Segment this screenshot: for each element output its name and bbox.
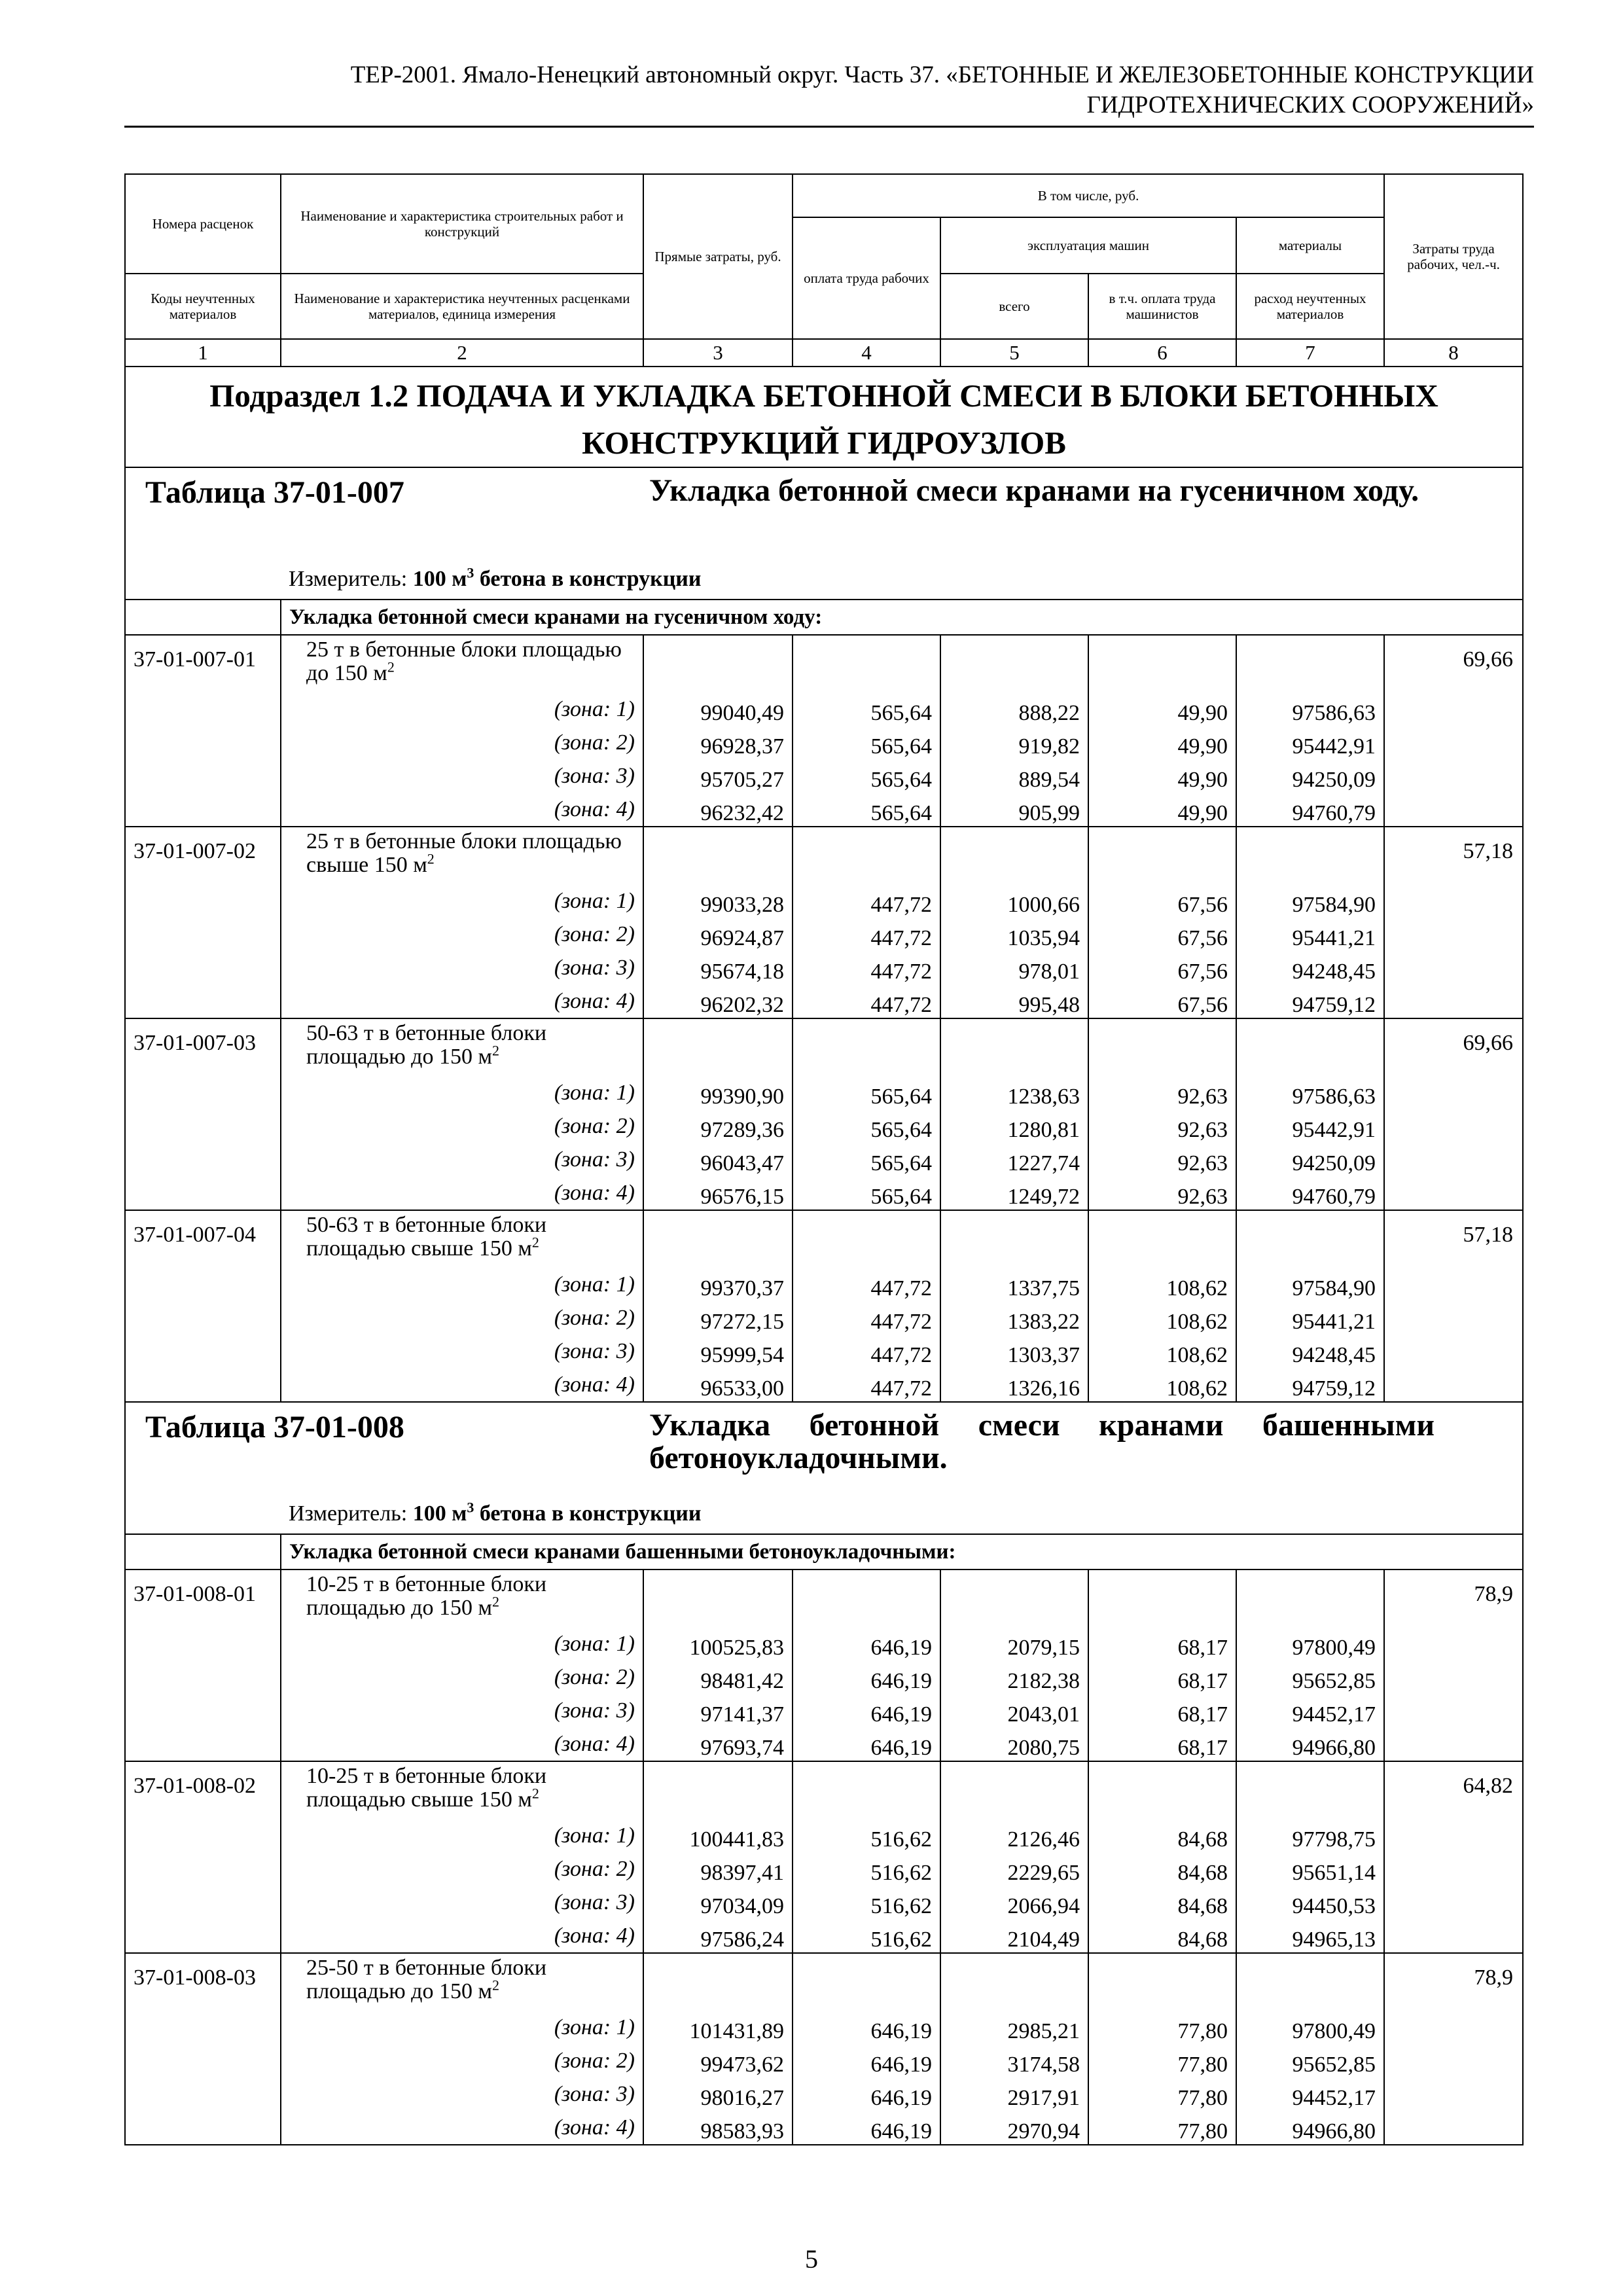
machinist-pay: 67,56	[1088, 951, 1236, 984]
zone-row	[125, 1335, 1523, 1368]
rate-description-text: 50-63 т в бетонные блоки площадью до 150 м	[306, 1021, 547, 1069]
direct-cost: 99040,49	[643, 692, 793, 726]
machinist-pay: 49,90	[1088, 793, 1236, 827]
zone-label: (зона: 1)	[281, 692, 643, 726]
machinist-pay: 68,17	[1088, 1694, 1236, 1727]
machinist-pay: 77,80	[1088, 2077, 1236, 2111]
direct-cost: 95999,54	[643, 1335, 793, 1368]
direct-cost: 97034,09	[643, 1886, 793, 1919]
meter-sup: 3	[467, 564, 474, 581]
machine-cost: 2043,01	[940, 1694, 1088, 1727]
direct-cost: 97141,37	[643, 1694, 793, 1727]
square-sup: 2	[491, 1977, 499, 1994]
labor-pay: 447,72	[793, 1301, 940, 1335]
table-row	[125, 827, 1523, 884]
direct-cost: 98481,42	[643, 1660, 793, 1694]
zone-label: (зона: 2)	[281, 726, 643, 759]
labor-pay: 565,64	[793, 726, 940, 759]
direct-cost: 99390,90	[643, 1076, 793, 1109]
zone-row	[125, 1301, 1523, 1335]
zone-label: (зона: 2)	[281, 1660, 643, 1694]
col-header-incl: В том числе, руб.	[793, 174, 1384, 217]
labor-pay: 565,64	[793, 1176, 940, 1210]
zone-row	[125, 2077, 1523, 2111]
direct-cost: 97693,74	[643, 1727, 793, 1761]
col-num: 7	[1236, 339, 1384, 367]
rate-description-text: 25 т в бетонные блоки площадью свыше 150 м	[306, 829, 622, 877]
zone-label: (зона: 3)	[281, 759, 643, 793]
machinist-pay: 108,62	[1088, 1335, 1236, 1368]
col-num: 8	[1384, 339, 1523, 367]
labor-pay: 447,72	[793, 1368, 940, 1402]
machine-cost: 3174,58	[940, 2044, 1088, 2077]
meter-value: 100 м	[412, 1501, 467, 1526]
labor-pay: 565,64	[793, 1109, 940, 1143]
col-num: 6	[1088, 339, 1236, 367]
machine-cost: 1337,75	[940, 1268, 1088, 1301]
labor-pay: 565,64	[793, 1076, 940, 1109]
rate-code: 37-01-007-04	[125, 1210, 281, 1402]
direct-cost: 96576,15	[643, 1176, 793, 1210]
table-row	[125, 1953, 1523, 2011]
materials-cost: 95652,85	[1236, 2044, 1384, 2077]
zone-label: (зона: 1)	[281, 1819, 643, 1852]
zone-row	[125, 951, 1523, 984]
col-header-direct: Прямые затраты, руб.	[643, 174, 793, 339]
labor-pay: 516,62	[793, 1919, 940, 1953]
zone-row	[125, 1919, 1523, 1953]
materials-cost: 95441,21	[1236, 918, 1384, 951]
table-number: Таблица 37-01-007	[145, 475, 404, 510]
labor-pay: 447,72	[793, 918, 940, 951]
rate-description	[281, 1210, 643, 1268]
direct-cost: 96202,32	[643, 984, 793, 1018]
zone-label: (зона: 1)	[281, 1268, 643, 1301]
materials-cost: 95651,14	[1236, 1852, 1384, 1886]
meter-label: Измеритель:	[289, 567, 408, 591]
square-sup: 2	[387, 658, 395, 675]
machine-cost: 2080,75	[940, 1727, 1088, 1761]
direct-cost: 96232,42	[643, 793, 793, 827]
table-name: Укладка бетонной смеси кранами башенными бетоноукладочными.	[649, 1408, 1435, 1475]
rate-description-text: 50-63 т в бетонные блоки площадью свыше 150 м	[306, 1213, 547, 1261]
machine-cost: 1035,94	[940, 918, 1088, 951]
labor-pay: 565,64	[793, 759, 940, 793]
direct-cost: 97586,24	[643, 1919, 793, 1953]
rate-code: 37-01-007-03	[125, 1018, 281, 1210]
materials-cost: 95442,91	[1236, 726, 1384, 759]
labor-pay: 565,64	[793, 692, 940, 726]
zone-label: (зона: 2)	[281, 2044, 643, 2077]
labor-cost: 78,9	[1384, 1570, 1523, 1761]
materials-cost: 94966,80	[1236, 1727, 1384, 1761]
labor-pay: 447,72	[793, 1335, 940, 1368]
zone-row	[125, 1076, 1523, 1109]
machine-cost: 1280,81	[940, 1109, 1088, 1143]
materials-cost: 94452,17	[1236, 2077, 1384, 2111]
rate-description-text: 10-25 т в бетонные блоки площадью свыше 150 м	[306, 1764, 547, 1812]
machine-cost: 2970,94	[940, 2111, 1088, 2145]
materials-cost: 97798,75	[1236, 1819, 1384, 1852]
rate-code: 37-01-007-01	[125, 635, 281, 827]
zone-row	[125, 1368, 1523, 1402]
materials-cost: 94250,09	[1236, 1143, 1384, 1176]
square-sup: 2	[531, 1785, 539, 1802]
machine-cost: 1326,16	[940, 1368, 1088, 1402]
labor-pay: 447,72	[793, 1268, 940, 1301]
direct-cost: 96924,87	[643, 918, 793, 951]
labor-cost: 57,18	[1384, 1210, 1523, 1402]
direct-cost: 98397,41	[643, 1852, 793, 1886]
machinist-pay: 49,90	[1088, 726, 1236, 759]
machinist-pay: 67,56	[1088, 918, 1236, 951]
table-heading	[125, 1402, 1523, 1494]
zone-row	[125, 2044, 1523, 2077]
rate-code: 37-01-008-02	[125, 1761, 281, 1953]
labor-pay: 447,72	[793, 984, 940, 1018]
zone-row	[125, 692, 1523, 726]
subheading-row	[125, 1534, 1523, 1570]
labor-pay: 646,19	[793, 2111, 940, 2145]
col-header-labor-pay: оплата труда рабочих	[793, 217, 940, 339]
machine-cost: 1303,37	[940, 1335, 1088, 1368]
zone-row	[125, 918, 1523, 951]
square-sup: 2	[491, 1042, 499, 1059]
materials-cost: 94759,12	[1236, 1368, 1384, 1402]
header-rule	[124, 126, 1534, 128]
zone-label: (зона: 3)	[281, 2077, 643, 2111]
col-header-codes: Номера расценок	[125, 174, 281, 274]
direct-cost: 96043,47	[643, 1143, 793, 1176]
section-heading	[125, 367, 1523, 467]
direct-cost: 95705,27	[643, 759, 793, 793]
machinist-pay: 68,17	[1088, 1727, 1236, 1761]
meter-sup: 3	[467, 1499, 474, 1516]
zone-label: (зона: 4)	[281, 1176, 643, 1210]
labor-pay: 646,19	[793, 1660, 940, 1694]
machinist-pay: 92,63	[1088, 1176, 1236, 1210]
machinist-pay: 67,56	[1088, 984, 1236, 1018]
direct-cost: 100441,83	[643, 1819, 793, 1852]
materials-cost: 95652,85	[1236, 1660, 1384, 1694]
machine-cost: 2079,15	[940, 1627, 1088, 1660]
rate-description	[281, 1953, 643, 2011]
machine-cost: 2104,49	[940, 1919, 1088, 1953]
machinist-pay: 92,63	[1088, 1076, 1236, 1109]
col-header-materials: материалы	[1236, 217, 1384, 274]
machinist-pay: 77,80	[1088, 2011, 1236, 2044]
direct-cost: 98583,93	[643, 2111, 793, 2145]
col-header-total: всего	[940, 274, 1088, 339]
col-num: 2	[281, 339, 643, 367]
zone-row	[125, 984, 1523, 1018]
meter-value: 100 м	[412, 567, 467, 591]
table-name: Укладка бетонной смеси кранами на гусеничном ходу.	[649, 473, 1419, 508]
rate-code: 37-01-008-01	[125, 1570, 281, 1761]
zone-label: (зона: 1)	[281, 1627, 643, 1660]
col-header-labor: Затраты труда рабочих, чел.-ч.	[1384, 174, 1523, 339]
machinist-pay: 49,90	[1088, 692, 1236, 726]
machinist-pay: 68,17	[1088, 1660, 1236, 1694]
materials-cost: 94250,09	[1236, 759, 1384, 793]
zone-label: (зона: 2)	[281, 1109, 643, 1143]
labor-pay: 447,72	[793, 951, 940, 984]
machinist-pay: 108,62	[1088, 1368, 1236, 1402]
machinist-pay: 84,68	[1088, 1819, 1236, 1852]
rate-description	[281, 1761, 643, 1819]
col-header-name: Наименование и характеристика строительных работ и конструкций	[281, 174, 643, 274]
labor-cost: 57,18	[1384, 827, 1523, 1018]
meter-label: Измеритель:	[289, 1501, 408, 1526]
table-row	[125, 1570, 1523, 1627]
labor-pay: 565,64	[793, 793, 940, 827]
col-header-unacc-name: Наименование и характеристика неучтенных расценками материалов, единица измерения	[281, 274, 643, 339]
materials-cost: 97584,90	[1236, 1268, 1384, 1301]
labor-pay: 516,62	[793, 1819, 940, 1852]
col-header-unacc: расход неучтенных материалов	[1236, 274, 1384, 339]
table-number: Таблица 37-01-008	[145, 1410, 404, 1444]
materials-cost: 94966,80	[1236, 2111, 1384, 2145]
zone-label: (зона: 1)	[281, 884, 643, 918]
meter-rest: бетона в конструкции	[474, 567, 702, 591]
zone-label: (зона: 2)	[281, 1852, 643, 1886]
rate-code: 37-01-007-02	[125, 827, 281, 1018]
square-sup: 2	[427, 850, 435, 867]
direct-cost: 96928,37	[643, 726, 793, 759]
zone-row	[125, 1660, 1523, 1694]
zone-row	[125, 1109, 1523, 1143]
zone-label: (зона: 3)	[281, 1694, 643, 1727]
direct-cost: 97272,15	[643, 1301, 793, 1335]
meter-row	[125, 560, 1523, 600]
zone-row	[125, 759, 1523, 793]
zone-label: (зона: 4)	[281, 793, 643, 827]
zone-label: (зона: 1)	[281, 2011, 643, 2044]
materials-cost: 97584,90	[1236, 884, 1384, 918]
zone-label: (зона: 4)	[281, 1919, 643, 1953]
table-row	[125, 1210, 1523, 1268]
table-heading	[125, 467, 1523, 560]
machine-cost: 2066,94	[940, 1886, 1088, 1919]
machine-cost: 2917,91	[940, 2077, 1088, 2111]
labor-cost: 78,9	[1384, 1953, 1523, 2145]
zone-label: (зона: 3)	[281, 1886, 643, 1919]
labor-pay: 646,19	[793, 1627, 940, 1660]
rate-description	[281, 1570, 643, 1627]
section-title-line-2: КОНСТРУКЦИЙ ГИДРОУЗЛОВ	[582, 425, 1066, 461]
square-sup: 2	[491, 1593, 499, 1610]
machine-cost: 919,82	[940, 726, 1088, 759]
direct-cost: 99473,62	[643, 2044, 793, 2077]
zone-row	[125, 1143, 1523, 1176]
rate-code: 37-01-008-03	[125, 1953, 281, 2145]
materials-cost: 94760,79	[1236, 793, 1384, 827]
machinist-pay: 92,63	[1088, 1143, 1236, 1176]
zone-label: (зона: 4)	[281, 984, 643, 1018]
machine-cost: 905,99	[940, 793, 1088, 827]
subheading: Укладка бетонной смеси кранами башенными бетоноукладочными:	[281, 1534, 1523, 1570]
subheading-row	[125, 600, 1523, 635]
col-header-mach-labor: в т.ч. оплата труда машинистов	[1088, 274, 1236, 339]
machine-cost: 2182,38	[940, 1660, 1088, 1694]
materials-cost: 94450,53	[1236, 1886, 1384, 1919]
col-num: 4	[793, 339, 940, 367]
zone-row	[125, 1268, 1523, 1301]
direct-cost: 95674,18	[643, 951, 793, 984]
zone-row	[125, 1627, 1523, 1660]
machine-cost: 978,01	[940, 951, 1088, 984]
direct-cost: 99370,37	[643, 1268, 793, 1301]
labor-pay: 565,64	[793, 1143, 940, 1176]
table-row	[125, 1018, 1523, 1076]
machinist-pay: 84,68	[1088, 1886, 1236, 1919]
document-header	[124, 60, 1534, 120]
meter	[281, 1494, 1523, 1534]
col-header-unacc-codes: Коды неучтенных материалов	[125, 274, 281, 339]
zone-label: (зона: 3)	[281, 951, 643, 984]
machine-cost: 1383,22	[940, 1301, 1088, 1335]
materials-cost: 95442,91	[1236, 1109, 1384, 1143]
labor-cost: 69,66	[1384, 1018, 1523, 1210]
zone-label: (зона: 3)	[281, 1143, 643, 1176]
machine-cost: 1227,74	[940, 1143, 1088, 1176]
machinist-pay: 108,62	[1088, 1301, 1236, 1335]
machinist-pay: 84,68	[1088, 1852, 1236, 1886]
labor-pay: 646,19	[793, 2044, 940, 2077]
rate-description-text: 25 т в бетонные блоки площадью до 150 м	[306, 637, 622, 685]
zone-row	[125, 884, 1523, 918]
direct-cost: 100525,83	[643, 1627, 793, 1660]
zone-row	[125, 726, 1523, 759]
labor-cost: 69,66	[1384, 635, 1523, 827]
labor-pay: 646,19	[793, 2077, 940, 2111]
zone-row	[125, 1727, 1523, 1761]
labor-pay: 646,19	[793, 1727, 940, 1761]
rate-description-text: 25-50 т в бетонные блоки площадью до 150 м	[306, 1956, 547, 2003]
materials-cost: 94965,13	[1236, 1919, 1384, 1953]
col-num: 5	[940, 339, 1088, 367]
header-line-1: ТЕР-2001. Ямало-Ненецкий автономный округ. Часть 37. «БЕТОННЫЕ И ЖЕЛЕЗОБЕТОННЫЕ КОНСТРУКЦИИ	[350, 62, 1534, 88]
table-row	[125, 1761, 1523, 1819]
zone-row	[125, 1886, 1523, 1919]
zone-label: (зона: 4)	[281, 1727, 643, 1761]
machine-cost: 2985,21	[940, 2011, 1088, 2044]
rate-description	[281, 635, 643, 692]
zone-row	[125, 2011, 1523, 2044]
header-line-2: ГИДРОТЕХНИЧЕСКИХ СООРУЖЕНИЙ»	[1086, 92, 1534, 118]
machine-cost: 2126,46	[940, 1819, 1088, 1852]
table-row	[125, 635, 1523, 692]
column-numbers-row	[125, 339, 1523, 367]
zone-label: (зона: 2)	[281, 1301, 643, 1335]
zone-row	[125, 2111, 1523, 2145]
rate-description-text: 10-25 т в бетонные блоки площадью до 150 м	[306, 1572, 547, 1620]
materials-cost: 95441,21	[1236, 1301, 1384, 1335]
zone-label: (зона: 1)	[281, 1076, 643, 1109]
materials-cost: 97586,63	[1236, 1076, 1384, 1109]
col-num: 1	[125, 339, 281, 367]
materials-cost: 97586,63	[1236, 692, 1384, 726]
machine-cost: 1249,72	[940, 1176, 1088, 1210]
zone-label: (зона: 4)	[281, 1368, 643, 1402]
zone-row	[125, 1694, 1523, 1727]
machinist-pay: 84,68	[1088, 1919, 1236, 1953]
machine-cost: 888,22	[940, 692, 1088, 726]
labor-pay: 516,62	[793, 1886, 940, 1919]
machinist-pay: 92,63	[1088, 1109, 1236, 1143]
labor-pay: 516,62	[793, 1852, 940, 1886]
materials-cost: 94760,79	[1236, 1176, 1384, 1210]
machine-cost: 1000,66	[940, 884, 1088, 918]
labor-pay: 646,19	[793, 2011, 940, 2044]
machinist-pay: 77,80	[1088, 2111, 1236, 2145]
zone-label: (зона: 3)	[281, 1335, 643, 1368]
machine-cost: 995,48	[940, 984, 1088, 1018]
materials-cost: 94248,45	[1236, 1335, 1384, 1368]
subheading: Укладка бетонной смеси кранами на гусеничном ходу:	[281, 600, 1523, 635]
meter-row	[125, 1494, 1523, 1534]
page-number: 5	[805, 2244, 818, 2274]
materials-cost: 97800,49	[1236, 2011, 1384, 2044]
section-title-line-1: Подраздел 1.2 ПОДАЧА И УКЛАДКА БЕТОННОЙ СМЕСИ В БЛОКИ БЕТОННЫХ	[209, 378, 1438, 414]
machinist-pay: 49,90	[1088, 759, 1236, 793]
table-heading-row	[125, 1402, 1523, 1494]
materials-cost: 97800,49	[1236, 1627, 1384, 1660]
machine-cost: 889,54	[940, 759, 1088, 793]
col-header-machines: эксплуатация машин	[940, 217, 1236, 274]
meter	[281, 560, 1523, 600]
rates-table	[124, 173, 1524, 2145]
zone-row	[125, 1819, 1523, 1852]
zone-label: (зона: 2)	[281, 918, 643, 951]
table-heading-row	[125, 467, 1523, 560]
zone-row	[125, 1176, 1523, 1210]
direct-cost: 96533,00	[643, 1368, 793, 1402]
machine-cost: 1238,63	[940, 1076, 1088, 1109]
zone-row	[125, 1852, 1523, 1886]
materials-cost: 94759,12	[1236, 984, 1384, 1018]
direct-cost: 101431,89	[643, 2011, 793, 2044]
direct-cost: 98016,27	[643, 2077, 793, 2111]
machinist-pay: 67,56	[1088, 884, 1236, 918]
meter-rest: бетона в конструкции	[474, 1501, 702, 1526]
machinist-pay: 108,62	[1088, 1268, 1236, 1301]
square-sup: 2	[531, 1234, 539, 1251]
zone-row	[125, 793, 1523, 827]
col-num: 3	[643, 339, 793, 367]
machinist-pay: 77,80	[1088, 2044, 1236, 2077]
direct-cost: 97289,36	[643, 1109, 793, 1143]
rate-description	[281, 827, 643, 884]
labor-pay: 447,72	[793, 884, 940, 918]
direct-cost: 99033,28	[643, 884, 793, 918]
materials-cost: 94452,17	[1236, 1694, 1384, 1727]
labor-cost: 64,82	[1384, 1761, 1523, 1953]
rate-description	[281, 1018, 643, 1076]
machinist-pay: 68,17	[1088, 1627, 1236, 1660]
labor-pay: 646,19	[793, 1694, 940, 1727]
machine-cost: 2229,65	[940, 1852, 1088, 1886]
zone-label: (зона: 4)	[281, 2111, 643, 2145]
materials-cost: 94248,45	[1236, 951, 1384, 984]
